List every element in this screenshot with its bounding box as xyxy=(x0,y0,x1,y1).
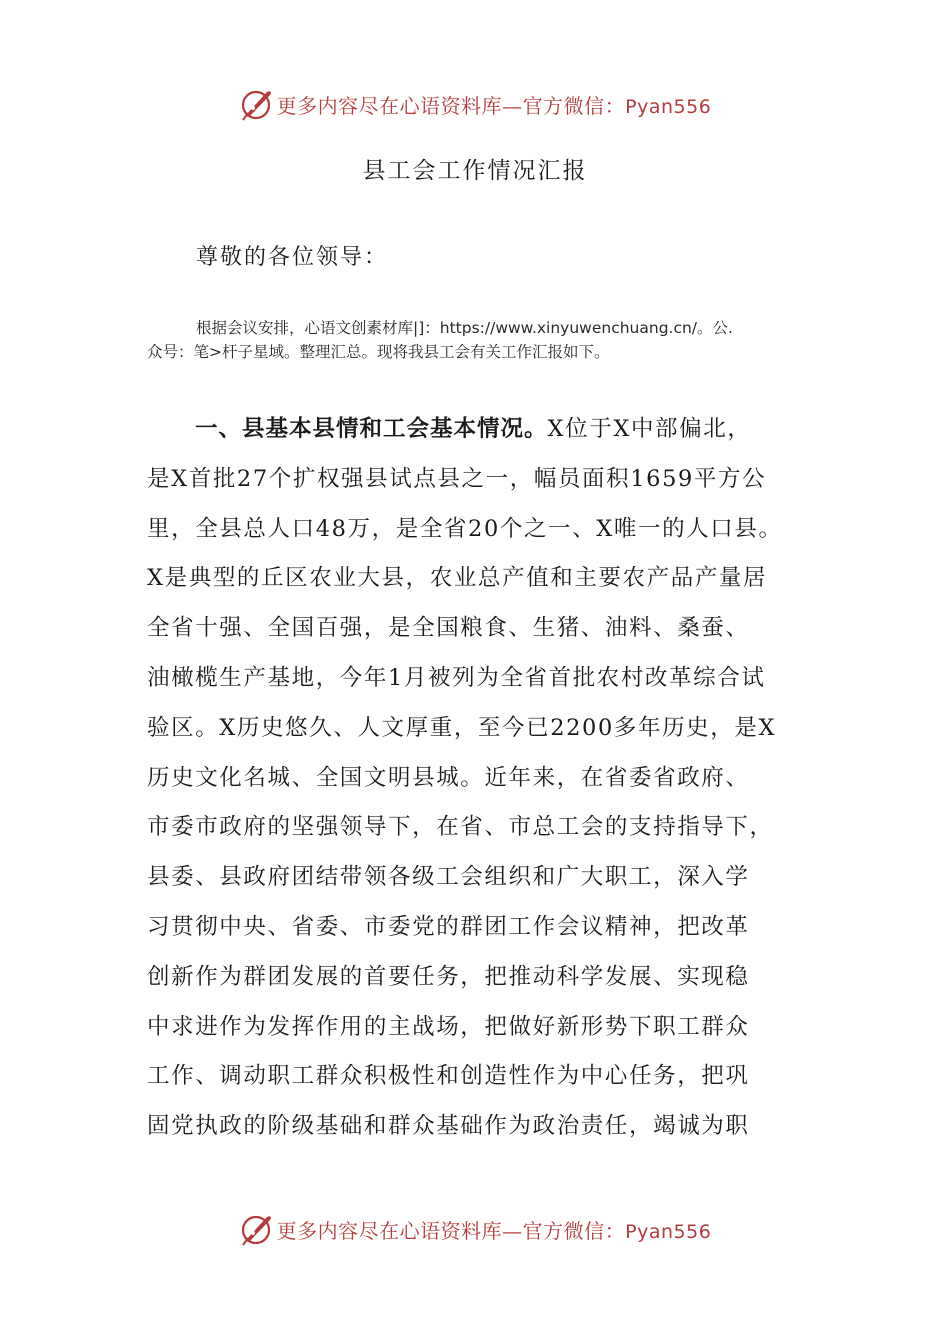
body-line: 县委、县政府团结带领各级工会组织和广大职工，深入学 xyxy=(147,864,750,891)
document-title: 县工会工作情况汇报 xyxy=(362,158,588,184)
watermark-label: 更多内容尽在心语资料库—官方微信： xyxy=(276,93,626,118)
watermark-label: 更多内容尽在心语资料库—官方微信： xyxy=(276,1218,626,1243)
quill-logo-icon xyxy=(239,1211,275,1247)
body-line: 验区。X历史悠久、人文厚重，至今已2200多年历史，是X xyxy=(147,714,777,741)
body-line-text: X位于X中部偏北， xyxy=(547,416,752,442)
watermark-wechat-id: Pyan556 xyxy=(625,95,712,118)
body-line xyxy=(147,405,812,455)
intro-paragraph xyxy=(147,316,827,364)
body-line: 固党执政的阶级基础和群众基础作为政治责任，竭诚为职 xyxy=(147,1113,750,1140)
watermark-text xyxy=(277,90,712,119)
watermark-wechat-id: Pyan556 xyxy=(625,1220,712,1243)
watermark-text xyxy=(277,1215,712,1244)
intro-line: 根据会议安排，心语文创素材库|]：https://www.xinyuwenchuang.cn/。公. xyxy=(196,319,733,337)
body-line: 习贯彻中央、省委、市委党的群团工作会议精神，把改革 xyxy=(147,913,750,940)
body-line: X是典型的丘区农业大县，农业总产值和主要农产品产量居 xyxy=(147,565,768,592)
body-line: 历史文化名城、全国文明县城。近年来，在省委省政府、 xyxy=(147,764,750,791)
intro-line: 众号：笔>杆子星域。整理汇总。现将我县工会有关工作汇报如下。 xyxy=(147,343,610,361)
watermark-banner-bottom xyxy=(0,1209,950,1249)
body-line: 创新作为群团发展的首要任务，把推动科学发展、实现稳 xyxy=(147,963,750,990)
section-heading: 一、县基本县情和工会基本情况。 xyxy=(195,416,548,442)
body-line: 油橄榄生产基地，今年1月被列为全省首批农村改革综合试 xyxy=(147,664,766,691)
body-line: 全省十强、全国百强，是全国粮食、生猪、油料、桑蚕、 xyxy=(147,615,750,642)
watermark-banner-top xyxy=(0,84,950,124)
quill-logo-icon xyxy=(239,86,275,122)
body-line: 是X首批27个扩权强县试点县之一，幅员面积1659平方公 xyxy=(147,465,767,492)
salutation: 尊敬的各位领导： xyxy=(196,245,389,270)
body-line: 工作、调动职工群众积极性和创造性作为中心任务，把巩 xyxy=(147,1063,750,1090)
body-line: 中求进作为发挥作用的主战场，把做好新形势下职工群众 xyxy=(147,1013,750,1040)
body-line: 里，全县总人口48万，是全省20个之一、X唯一的人口县。 xyxy=(147,515,783,542)
body-line: 市委市政府的坚强领导下，在省、市总工会的支持指导下， xyxy=(147,814,774,841)
body-paragraph xyxy=(147,405,812,1152)
